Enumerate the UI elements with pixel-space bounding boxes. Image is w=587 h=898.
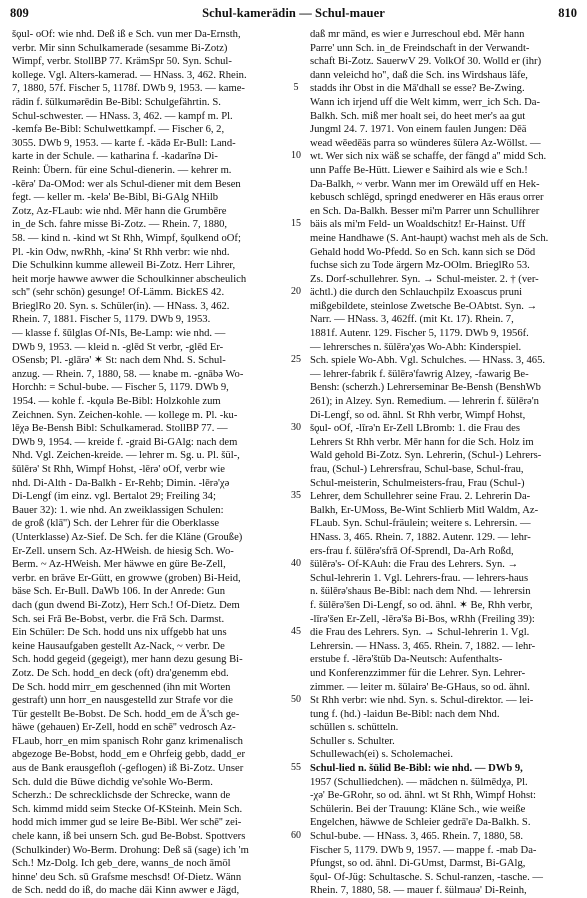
- text-line: Reinh: Übern. für eine Schul-dienerin. — kehrer m.: [12, 164, 232, 176]
- text-line: šūlērǝ' St Rhh, Wimpf Hohst, -lērǝ' oOf, verbr wie: [12, 464, 225, 475]
- line-number: 40: [291, 558, 301, 570]
- text-line: (Unterklasse) Az-Sief. De Sch. fer die Kläne (Grouße): [12, 531, 243, 543]
- text-line: erstube f. -lērǝ'štüb Da-Neutsch: Aufenthalts-: [310, 654, 503, 666]
- text-line: Schullewach(ei) s. Scholemachei.: [310, 749, 453, 761]
- text-line: Zotz, Az-FLaub: wie nhd. Mēr hann die Grumbēre: [12, 205, 227, 217]
- running-title: Schul-kamerädin — Schul-mauer: [202, 6, 385, 20]
- text-line: -kemfǝ Be-Bibl: Schulwettkampf. — Fischer 6, 2,: [12, 124, 225, 136]
- text-line: Nhd. Vgl. Zeichen-kreide. — lehrer m. Sg. u. Pl. šül-,: [12, 450, 240, 462]
- text-line: Zotz. De Sch. hodd_en deck (oft) dra'genemm ebd.: [12, 667, 229, 679]
- text-line: DWb 9, 1953. — kleid n. -glēd St verbr, -glēd Er-: [12, 341, 224, 353]
- text-line: Tür gestellt Be-Bobst. De Sch. hodd_em de Ä'sch ge-: [12, 708, 240, 720]
- text-line: Rhein. 7, 1881. Fischer 5, 1179. DWb 9, 1953.: [12, 314, 211, 326]
- text-line: šülērǝ's- Of-KAuh: die Frau des Lehrers. Syn. →: [310, 559, 519, 571]
- text-line: Lehrersin. — HNass. 3, 465. Rhein. 7, 1882. — lehr-: [310, 640, 536, 652]
- text-line: — lehrersches n. šülērǝ'χǝs Wo-Abh: Kinderspiel.: [310, 341, 522, 353]
- text-line: Jungml 24. 7. 1971. Von einem faulen Jungen: Dēä: [310, 124, 527, 136]
- text-line: stadds ihr Obst in die Mā'dhall se esse? Be-Zwing.: [310, 83, 525, 95]
- text-line: und Konferenzzimmer für die Lehrer. Syn. Lehrer-: [310, 667, 526, 679]
- text-line: Pl. -kin Odw, nwRhh, -kinǝ' St Rhh verbr: wie nhd.: [12, 246, 230, 258]
- text-line: Zs. Dorf-schullehrer. Syn. → Schul-meister. 2. † (ver-: [310, 273, 539, 285]
- text-line: kebusch schlëgd, springd enedwerer en Hās eraus orrer: [310, 192, 544, 204]
- text-line: Er-Zell. unsern Sch. Az-HWeish. de hiesig Sch. Wo-: [12, 545, 234, 557]
- line-number: 5: [293, 82, 299, 94]
- text-line: Lehrer, dem Schullehrer seine Frau. 2. Lehrerin Da-: [310, 491, 531, 503]
- text-line: FLaub. Syn. Schul-fräulein; weitere s. Lehrersin. —: [310, 518, 531, 530]
- text-line: Engelchen, häwwe de Schleier gedrā'e Da-Balkh. S.: [310, 817, 531, 829]
- line-number: 55: [291, 762, 301, 774]
- line-number: 50: [291, 694, 301, 706]
- text-line: wt. Wer sich nix wäß se schaffe, der fängd a'' midd Sch.: [310, 151, 547, 163]
- text-line: — lehrer-fabrik f. šülērǝ'fawrig Alzey, -fawarig Be-: [310, 368, 529, 380]
- text-line: Schuller s. Schulter.: [310, 735, 395, 747]
- line-number: 10: [291, 150, 301, 162]
- text-line: -χǝ' Be-GRohr, so od. ähnl. wt St Rhh, Wimpf Hohst:: [310, 790, 536, 802]
- text-line: Sch. hodd gegeid (gegeigt), mer hann dezu gesung Bi-: [12, 654, 243, 666]
- left-column: [12, 28, 280, 897]
- text-line: Sch. sei Frā Be-Bobst, verbr. die Frā Sch. Darmst.: [12, 613, 225, 625]
- text-line: abgezoge Be-Bobst, hodd_em e Ohrfeig gebb, dadd_er: [12, 749, 245, 761]
- text-line: n. šülērǝ'shaus Be-Bibl: nach dem Nhd. — lehrersin: [310, 586, 531, 598]
- text-line: Die Schulkinn kumme alleweil Bi-Zotz. Herr Lihrer,: [12, 260, 236, 272]
- text-line: frau, (Schul-) Lehrersfrau, Schul-base, Schul-frau,: [310, 464, 524, 475]
- text-line: die Frau des Lehrers. Syn. → Schul-lehrerin 1. Vgl.: [310, 627, 530, 639]
- text-line: bäis als mi'm Feld- un Woaldschitz! Er-Hainst. Uff: [310, 219, 526, 231]
- text-line: chele kann, iß bei unsern Sch. gud Be-Bobst. Spottvers: [12, 831, 246, 843]
- text-line: nhd. Di-Alth - Da-Balkh - Er-Rehb; Dimin. -lērǝ'χǝ: [12, 477, 230, 489]
- text-line: aus de Bank erausgefloh (-geflogen) iß Bi-Zotz. Unser: [12, 763, 244, 775]
- text-line: 1957 (Schulliedchen). — mädchen n. šülmēdχǝ, Pl.: [310, 776, 528, 788]
- text-line: mißgebildete, steinlose Zwetsche Be-OAbtst. Syn. →: [310, 300, 538, 312]
- text-line: Sch.! Mz-Dolg. Ich geb_dere, wanns_de noch āmöl: [12, 858, 231, 870]
- text-line: FLaub, horr_en mim spanisch Rohr ganz krimenalisch: [12, 735, 243, 747]
- text-line: Schul-lehrerin 1. Vgl. Lehrers-frau. — lehrers-haus: [310, 572, 529, 584]
- text-line: šǫul- oOf: wie nhd. Deß iß e Sch. vun mer Da-Ernsth,: [12, 29, 241, 40]
- page-number-right: 810: [558, 6, 577, 20]
- text-line: verbr. Mir sinn Schulkamerade (sesamme Bi-Zotz): [12, 42, 228, 54]
- line-number: 60: [291, 830, 301, 842]
- text-line: Schul-meisterin, Schulmeisters-frau, Frau (Schul-): [310, 477, 525, 489]
- text-line: Sch. duld die Büwe dichdig ve'sohle Wo-Berm.: [12, 776, 213, 788]
- text-line: kollege. Vgl. Alters-kamerad. — HNass. 3, 462. Rhein.: [12, 69, 247, 81]
- text-line: keine Hausaufgaben gestellt Az-Nack, ~ verbr. De: [12, 640, 225, 652]
- text-line: 1881f. Autenr. 129. Fischer 5, 1179. DWb 9, 1956f.: [310, 328, 529, 340]
- line-number: 30: [291, 422, 301, 434]
- line-number: 35: [291, 490, 301, 502]
- text-line: wead wēedēäs parra so wünderes šülerǝ Az-Wöllst. —: [310, 137, 541, 149]
- text-line: šǫul- oOf, -līrǝ'n Er-Zell LBromb: 1. die Frau des: [310, 423, 520, 435]
- line-number: 25: [291, 354, 301, 366]
- text-line: sch'' (sehr schön) gesunge! Of-Lämm. BickES 42.: [12, 287, 225, 299]
- text-line: Sch. kimmd midd seim Stecke Of-KSteinh. Mein Sch.: [12, 803, 243, 815]
- text-line: tung f. (hd.) -laidun Be-Bibl: nach dem Nhd.: [310, 708, 500, 720]
- text-line: fuchse sich zu Tode ärgern Mz-OOlm. BrieglRo 53.: [310, 260, 530, 272]
- text-line: Di-Lengf, so od. ähnl. St Rhh verbr, Wimpf Hohst,: [310, 409, 526, 421]
- text-line: 3055. DWb 9, 1953. — karte f. -kādǝ Er-Bull: Land-: [12, 137, 236, 149]
- text-line: DWb 9, 1954. — kreide f. -graid Bi-GAlg: nach dem: [12, 436, 238, 448]
- text-line: De Sch. hodd mirr_em geschenned (ihn mit Worten: [12, 681, 231, 693]
- text-line: de Sch. nedd do iß, do mache däi Kinn awwer e Jägd,: [12, 885, 240, 897]
- text-line: Bauer 32): 1. wie nhd. An zweiklassigen Schulen:: [12, 504, 224, 516]
- line-number: 15: [291, 218, 301, 230]
- text-line: Balkh. Sch. miß mer hoalt sei, do heet mer's aa gut: [310, 110, 526, 122]
- text-line: schaft Bi-Zotz. SauerwV 29. VolkOf 30. Wolld er (ihr): [310, 56, 542, 68]
- page-number-left: 809: [10, 6, 29, 20]
- text-line: Pfungst, so od. ähnl. Di-GUmst, Darmst, Bi-GAlg,: [310, 858, 526, 870]
- text-line: Horchh: = Schul-bube. — Fischer 5, 1179. DWb 9,: [12, 382, 229, 394]
- text-line: schüllen s. schütteln.: [310, 722, 399, 734]
- text-line: 7, 1880, 57f. Fischer 5, 1178f. DWb 9, 1953. — kame-: [12, 83, 245, 95]
- text-line: (Schulkinder) Wo-Berm. Drohung: Deß sā (sage) ich 'm: [12, 844, 249, 856]
- line-number-gutter: [284, 28, 308, 851]
- text-line: lēχǝ Be-Bensh Bibl: Schulkamerad. StollBP 77. —: [12, 423, 228, 435]
- text-line: HNass. 3, 465. Rhein. 7, 1882. Autenr. 129. — lehr-: [310, 531, 531, 543]
- text-line: Wann ich irjend uff die Welt kimm, werr_ich Sch. Da-: [310, 96, 541, 108]
- text-line: Schul-lied n. šülid Be-Bibl: wie nhd. — DWb 9,: [310, 763, 523, 775]
- text-line: Schul-schwester. — HNass. 3, 462. — kampf m. Pl.: [12, 110, 233, 122]
- text-line: -kērǝ' Da-OMod: wer als Schul-diener mit dem Besen: [12, 178, 241, 190]
- text-line: šǫul- Of-Jüg: Schultasche. S. Schul-ranzen, -tasche. —: [310, 871, 544, 883]
- text-line: fegt. — keller m. -kelǝ' Be-Bibl, Bi-GAlg NHilb: [12, 192, 219, 204]
- text-line: de groß (klā'') Sch. der Lehrer für die Oberklasse: [12, 518, 220, 530]
- text-line: Balkh, Er-UMoss, Be-Wint Schlierb Mitl Waldm, Az-: [310, 504, 539, 516]
- text-line: häwe (gehauen) Er-Zell, hodd en schē'' vedrosch Az-: [12, 722, 236, 734]
- text-line: Ein Schüler: De Sch. hodd uns nix uffgebb hat uns: [12, 627, 227, 639]
- text-line: unn Paffe Be-Hütt. Liewer e Saihird als wie e Sch.!: [310, 164, 528, 176]
- text-line: Fischer 5, 1179. DWb 9, 1957. — mappe f. -mab Da-: [310, 844, 537, 856]
- text-line: -līrǝ'šen Er-Zell, -lērǝ'šǝ Bi-Bos, wRhh (Freiling 39):: [310, 613, 535, 625]
- line-number: 20: [291, 286, 301, 298]
- text-line: dach (gun dwend Bi-Zotz), Herr Sch.! Of-Dietz. Dem: [12, 599, 240, 611]
- text-line: heit morje hawwe awwer die Schoulkinner abscheulich: [12, 273, 247, 285]
- text-line: Sch. spiele Wo-Abh. Vgl. Schulches. — HNass. 3, 465.: [310, 355, 546, 367]
- text-line: 261); in Alzey. Syn. Remedium. — lehrerin f. šülērǝ'n: [310, 396, 539, 408]
- text-line: daß mr mänd, es wier e Jurreschoul ebd. Mēr hann: [310, 29, 525, 40]
- text-line: — klasse f. šūlglas Of-NIs, Be-Lamp: wie nhd. —: [12, 328, 226, 340]
- line-number: 45: [291, 626, 301, 638]
- text-line: dann veleichd ho''‚ daß die Sch. ins Wirdshaus läfe,: [310, 69, 528, 81]
- text-line: Schul-bube. — HNass. 3, 465. Rhein. 7, 1880, 58.: [310, 831, 524, 843]
- text-line: Schülerin. Bei der Trauung: Kläne Sch., wie weiße: [310, 803, 526, 815]
- text-line: Wimpf, verbr. StollBP 77. KrämSpr 50. Syn. Schul-: [12, 56, 232, 68]
- text-line: en Sch. Da-Balkh. Besser mi'm Parrer unn Schullihrer: [310, 205, 540, 217]
- text-line: ers-frau f. šülērǝ'sfrā Of-Sprendl, Da-Arh Roßd,: [310, 545, 514, 557]
- text-line: 1954. — kohle f. -kǫulǝ Be-Bibl: Holzkohle zum: [12, 396, 221, 408]
- text-line: OSensb; Pl. -glārǝ' ✶ St: nach dem Nhd. S. Schul-: [12, 355, 226, 367]
- text-line: verbr. en bräve Er-Gütt, en growwe (groben) Bi-Heid,: [12, 572, 241, 584]
- text-line: ächtl.) die durch den Schlauchpilz Exoascus pruni: [310, 287, 523, 299]
- text-line: Di-Lengf (im einz. vgl. Bertalot 29; Freiling 34;: [12, 491, 216, 503]
- text-line: meine Handhawe (S. Ant-haupt) wachst meh als de Sch.: [310, 232, 549, 244]
- text-line: rädin f. šülkumǝrēdin Be-Bibl: Schulgefährtin. S.: [12, 96, 221, 108]
- text-line: Da-Balkh, ~ verbr. Wann mer im Orewäld uff en Hek-: [310, 178, 540, 190]
- page-header: [10, 6, 577, 24]
- text-line: Gehald hodd Wo-Pfedd. So en Sch. kann sich se Död: [310, 246, 536, 258]
- text-line: zimmer. — leiter m. šülairǝ' Be-GHaus, so od. ähnl.: [310, 681, 530, 693]
- text-line: in_de Sch. fahre misse Bi-Zotz. — Rhein. 7, 1880,: [12, 219, 228, 231]
- text-line: gestraft) unn horr_en nausgestelld zur Strafe vor die: [12, 695, 233, 707]
- text-line: hinne' deu Sch. sū Grafsme meschsd! Of-Dietz. Wänn: [12, 871, 242, 883]
- text-line: Zeichnen. Syn. Zeichen-kohle. — kollege m. Pl. -ku-: [12, 409, 238, 421]
- text-line: Rhein. 7, 1880, 58. — mauer f. šülmauǝ' Di-Reinh,: [310, 885, 527, 897]
- text-line: karte in der Schule. — katharina f. -kadarīnǝ Di-: [12, 151, 218, 163]
- text-line: Lehrers St Rhh verbr. Mēr hann for die Sch. Holz im: [310, 436, 534, 448]
- text-line: Narr. — HNass. 3, 462ff. (mit Kt. 17). Rhein. 7,: [310, 314, 514, 326]
- text-line: BrieglRo 20. Syn. s. Schüler(in). — HNass. 3, 462.: [12, 300, 230, 312]
- text-line: Wald gehold Bi-Zotz. Syn. Lehrerin, (Schul-) Lehrers-: [310, 450, 542, 462]
- text-line: Bensh: (scherzh.) Lehrerseminar Be-Bensh (BenshWb: [310, 382, 541, 394]
- text-line: anzug. — Rhein. 7, 1880, 58. — knabe m. -gnābǝ Wo-: [12, 368, 244, 380]
- text-line: Scherzh.: De schrecklichsde der Schrecke, wann de: [12, 790, 231, 802]
- text-line: Parre' unn Sch. in_de Freindschaft in der Verwandt-: [310, 42, 530, 54]
- text-line: f. šülērǝ'šen Di-Lengf, so od. ähnl. ✶ Be, Rhh verbr,: [310, 599, 533, 611]
- text-line: hodd mich immer gud se leire Be-Bibl. Wer schē'' zei-: [12, 817, 242, 829]
- text-line: St Rhh verbr: wie nhd. Syn. s. Schul-direktor. — lei-: [310, 695, 534, 707]
- text-line: Berm. ~ Az-HWeish. Mer häwwe en güre Be-Zell,: [12, 559, 226, 571]
- right-column: [310, 28, 578, 897]
- text-line: bäse Sch. Er-Bull. DaWb 106. In der Anrede: Gun: [12, 586, 226, 598]
- text-line: 58. — kind n. -kind wt St Rhh, Wimpf, šǫulkend oOf;: [12, 232, 241, 244]
